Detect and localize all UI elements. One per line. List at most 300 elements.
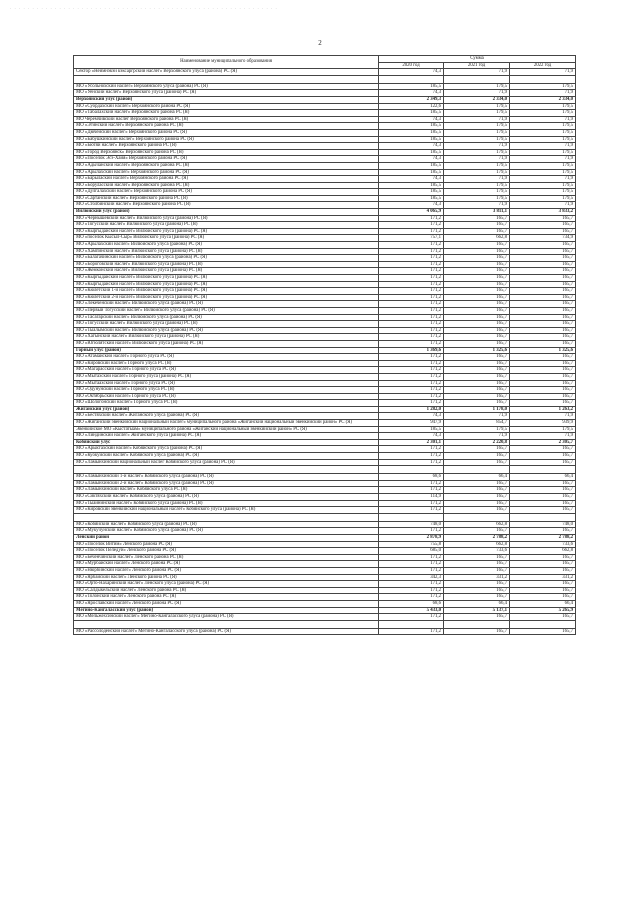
- row-name-cell: МО «Сартанский наслег» Верхоянского района РС (Я): [74, 195, 379, 202]
- table-row: [74, 222, 576, 229]
- row-value-2022: 179,5: [510, 189, 576, 196]
- empty-cell: [510, 620, 576, 628]
- row-value-2021: 71,9: [444, 90, 510, 97]
- row-value-2020: 171,2: [379, 248, 444, 255]
- table-row: [74, 453, 576, 460]
- row-value-2021: 71,9: [444, 433, 510, 440]
- row-value-2021: 165,7: [444, 275, 510, 282]
- row-value-2021: 165,7: [444, 587, 510, 594]
- row-value-2020: 171,2: [379, 294, 444, 301]
- table-row: [74, 103, 576, 110]
- table-row: [74, 574, 576, 581]
- row-value-2020: 185,5: [379, 83, 444, 90]
- row-value-2020: 171,2: [379, 314, 444, 321]
- row-value-2020: 171,2: [379, 307, 444, 314]
- table-row: [74, 202, 576, 209]
- table-row: [74, 69, 576, 76]
- row-name-cell: МО «Кыргыдайский наслег» Вилюйского улуса (района) РС (Я): [74, 275, 379, 282]
- row-value-2022: 179,5: [510, 110, 576, 117]
- row-value-2020: 2 301,1: [379, 439, 444, 446]
- row-value-2022: 2 788,2: [510, 534, 576, 541]
- row-value-2022: 165,7: [510, 500, 576, 507]
- row-value-2022: 66,4: [510, 474, 576, 481]
- row-name-cell: МО «Толонский наслег» Ленского района РС (Я): [74, 594, 379, 601]
- row-value-2020: 74,3: [379, 413, 444, 420]
- row-value-2022: 165,7: [510, 446, 576, 453]
- table-row: [74, 487, 576, 494]
- row-value-2021: 662,8: [444, 541, 510, 548]
- row-value-2022: 165,7: [510, 268, 576, 275]
- table-row: [74, 321, 576, 328]
- row-value-2020: 2 349,3: [379, 96, 444, 103]
- row-value-2022: 165,7: [510, 275, 576, 282]
- row-value-2021: 662,8: [444, 235, 510, 242]
- table-row: [74, 600, 576, 607]
- row-value-2022: 179,5: [510, 103, 576, 110]
- row-value-2022: 165,7: [510, 459, 576, 466]
- row-value-2022: 165,7: [510, 581, 576, 588]
- table-row: [74, 215, 576, 222]
- row-value-2021: 165,7: [444, 581, 510, 588]
- empty-cell: [74, 513, 379, 521]
- row-value-2021: 165,7: [444, 314, 510, 321]
- row-value-2021: 71,9: [444, 413, 510, 420]
- row-value-2021: 165,7: [444, 480, 510, 487]
- row-value-2020: 171,2: [379, 459, 444, 466]
- row-value-2022: 165,7: [510, 494, 576, 501]
- table-row: [74, 373, 576, 380]
- row-value-2021: 165,7: [444, 242, 510, 249]
- row-name-cell: МО «Шологонский наслег» Горного улуса РС (Я): [74, 400, 379, 407]
- row-name-cell: МО «Кыргыдайский наслег» Вилюйского улуса (района) РС (Я): [74, 228, 379, 235]
- header-year-2020: 2020 год: [379, 62, 444, 69]
- table-row: [74, 500, 576, 507]
- row-value-2020: 171,2: [379, 354, 444, 361]
- row-value-2020: 171,2: [379, 228, 444, 235]
- row-name-cell: МО «Кюлетский 1-й наслег» Вилюйского улуса (района) РС (Я): [74, 288, 379, 295]
- row-name-cell: МО «Поселок Пеледуй» Ленского района РС (Я): [74, 548, 379, 555]
- empty-cell: [74, 620, 379, 628]
- table-subtotal-row: [74, 96, 576, 103]
- row-value-2022: 179,5: [510, 149, 576, 156]
- table-subtotal-row: [74, 607, 576, 614]
- table-row: [74, 554, 576, 561]
- row-value-2022: 165,7: [510, 393, 576, 400]
- row-value-2020: 947,9: [379, 420, 444, 427]
- table-row: [74, 354, 576, 361]
- row-value-2022: 733,6: [510, 541, 576, 548]
- row-value-2021: 179,5: [444, 169, 510, 176]
- header-year-2022: 2022 год: [510, 62, 576, 69]
- row-value-2022: 71,9: [510, 156, 576, 163]
- row-name-cell: МО «Кировский наслег» Горного улуса РС (Я): [74, 360, 379, 367]
- row-value-2021: 165,7: [444, 261, 510, 268]
- row-value-2021: 179,5: [444, 149, 510, 156]
- row-value-2022: 165,7: [510, 561, 576, 568]
- table-subtotal-row: [74, 209, 576, 216]
- row-name-cell: МО «Орто-Нахаринский наслег» Ленского улуса (района) РС (Я): [74, 581, 379, 588]
- table-row: [74, 162, 576, 169]
- row-value-2022: 165,7: [510, 228, 576, 235]
- row-name-cell: МО «Ламынхинский 2-й наслег» Кобяйского улуса (района) РС (Я): [74, 480, 379, 487]
- row-name-cell: МО «Беченчинский наслег» Ленского района РС (Я): [74, 554, 379, 561]
- row-value-2021: 1 325,6: [444, 347, 510, 354]
- row-name-cell: МО «Первый Тогусский наслег» Вилюйского улуса (района) РС (Я): [74, 307, 379, 314]
- row-name-cell: МО «Арылахский наслег» Вилюйского улуса (района) РС (Я): [74, 242, 379, 249]
- row-value-2020: 4 065,9: [379, 209, 444, 216]
- row-value-2020: 185,5: [379, 129, 444, 136]
- row-value-2020: 171,2: [379, 321, 444, 328]
- row-value-2022: 179,5: [510, 83, 576, 90]
- row-value-2020: 114,9: [379, 494, 444, 501]
- row-value-2021: 179,5: [444, 110, 510, 117]
- row-value-2021: 66,4: [444, 600, 510, 607]
- table-row: [74, 521, 576, 528]
- row-value-2021: 165,7: [444, 487, 510, 494]
- row-value-2020: 5 433,0: [379, 607, 444, 614]
- table-row: [74, 548, 576, 555]
- row-name-cell: МО «Салдыкельский наслег» Ленского района РС (Я): [74, 587, 379, 594]
- row-value-2021: 165,7: [444, 400, 510, 407]
- table-row: [74, 446, 576, 453]
- row-value-2020: 171,2: [379, 261, 444, 268]
- row-name-cell: МО «Дулгалахский наслег» Верхоянского района РС (Я): [74, 189, 379, 196]
- row-value-2022: 165,7: [510, 321, 576, 328]
- row-value-2020: 185,5: [379, 162, 444, 169]
- row-name-cell: МО «Мельжехсинский наслег» Мегино-Кангаласского улуса (района) РС (Я): [74, 614, 379, 621]
- table-subtotal-row: [74, 534, 576, 541]
- row-value-2021: 165,7: [444, 268, 510, 275]
- row-value-2022: 2 305,7: [510, 439, 576, 446]
- table-spacer-row: [74, 620, 576, 628]
- row-value-2021: 165,7: [444, 334, 510, 341]
- row-value-2020: 185,5: [379, 149, 444, 156]
- row-value-2020: 74,3: [379, 69, 444, 76]
- row-value-2021: 165,7: [444, 373, 510, 380]
- row-value-2022: 165,7: [510, 222, 576, 229]
- row-value-2021: 71,9: [444, 202, 510, 209]
- scan-header-artifact: . . . . . . . . . . . . . . . . . . . . . . . . . . . . . . . . . . . . . . . . . . . . . . . . . . . . . . . . . . . .: [10, 6, 278, 11]
- row-value-2022: 1 325,6: [510, 347, 576, 354]
- row-value-2020: 74,3: [379, 116, 444, 123]
- row-value-2020: 757,1: [379, 235, 444, 242]
- table-spacer-row: [74, 466, 576, 474]
- row-name-cell: МО «Мурбайский наслег» Ленского района РС (Я): [74, 561, 379, 568]
- row-value-2020: 171,2: [379, 360, 444, 367]
- row-value-2022: 939,9: [510, 420, 576, 427]
- table-row: [74, 176, 576, 183]
- header-name: Наименование муниципального образования: [74, 56, 379, 69]
- row-value-2021: 165,7: [444, 301, 510, 308]
- table-row: [74, 110, 576, 117]
- row-name-cell: МО «Одунунский наслег» Горного улуса РС (Я): [74, 387, 379, 394]
- row-value-2021: 165,7: [444, 594, 510, 601]
- row-value-2022: 165,7: [510, 628, 576, 635]
- table-row: [74, 387, 576, 394]
- row-name-cell: Вилюйский улус (район): [74, 209, 379, 216]
- table-row: [74, 581, 576, 588]
- row-name-cell: Ленский район: [74, 534, 379, 541]
- row-name-cell: МО «Бороговский наслег» Вилюйского улуса (района) РС (Я): [74, 261, 379, 268]
- row-name-cell: МО «Октябрьский наслег» Горного улуса РС (Я): [74, 393, 379, 400]
- row-name-cell: МО «Мытаахский наслег» Горного улуса РС (Я): [74, 380, 379, 387]
- row-value-2022: 165,7: [510, 261, 576, 268]
- row-value-2020: 2 878,9: [379, 534, 444, 541]
- table-row: [74, 255, 576, 262]
- row-value-2022: 179,5: [510, 169, 576, 176]
- row-value-2021: 165,7: [444, 614, 510, 621]
- row-value-2021: 1 178,0: [444, 406, 510, 413]
- row-value-2020: 171,2: [379, 215, 444, 222]
- row-value-2020: 171,2: [379, 561, 444, 568]
- table-row: [74, 594, 576, 601]
- row-value-2021: 165,7: [444, 248, 510, 255]
- row-value-2020: 74,3: [379, 202, 444, 209]
- row-value-2020: 755,8: [379, 541, 444, 548]
- row-name-cell: Сектор «Неймнэкэй кэксаргрский наслег» Верхоянского улуса (района) РС (Я): [74, 69, 379, 76]
- row-value-2020: 171,2: [379, 288, 444, 295]
- row-value-2020: 171,2: [379, 222, 444, 229]
- row-value-2021: 165,7: [444, 255, 510, 262]
- row-value-2021: 165,7: [444, 507, 510, 514]
- empty-cell: [510, 513, 576, 521]
- row-value-2021: 179,5: [444, 426, 510, 433]
- table-row: [74, 90, 576, 97]
- row-name-cell: МО «Бестяхский наслег» Жиганского улуса (района) РС (Я): [74, 413, 379, 420]
- row-value-2022: 165,7: [510, 340, 576, 347]
- row-value-2020: 171,2: [379, 373, 444, 380]
- row-name-cell: МО «Бабушкинский наслег» Верхоянского района РС (Я): [74, 136, 379, 143]
- table-row: [74, 116, 576, 123]
- empty-cell: [379, 620, 444, 628]
- row-value-2020: 74,3: [379, 176, 444, 183]
- row-value-2021: 165,7: [444, 387, 510, 394]
- row-value-2020: 171,2: [379, 387, 444, 394]
- page-number: 2: [318, 39, 322, 47]
- table-row: [74, 288, 576, 295]
- row-value-2021: 2 788,2: [444, 534, 510, 541]
- table-row: [74, 628, 576, 635]
- row-value-2021: 179,5: [444, 195, 510, 202]
- table-row: [74, 182, 576, 189]
- table-row: [74, 474, 576, 481]
- row-value-2021: 165,7: [444, 307, 510, 314]
- header-sum: Сумма: [379, 56, 576, 63]
- row-value-2020: 171,2: [379, 268, 444, 275]
- table-row: [74, 393, 576, 400]
- row-value-2022: 179,5: [510, 162, 576, 169]
- row-value-2021: 165,7: [444, 228, 510, 235]
- empty-cell: [379, 513, 444, 521]
- empty-cell: [444, 620, 510, 628]
- row-value-2020: 185,5: [379, 195, 444, 202]
- row-value-2021: 2 334,0: [444, 96, 510, 103]
- table-row: [74, 235, 576, 242]
- row-value-2021: 5 137,1: [444, 607, 510, 614]
- row-value-2022: 165,7: [510, 453, 576, 460]
- table-row: [74, 420, 576, 427]
- empty-cell: [444, 75, 510, 83]
- row-value-2022: 165,7: [510, 507, 576, 514]
- table-row: [74, 195, 576, 202]
- row-name-cell: МО «Мукучунский наслег» Кобяйского улуса (района) РС (Я): [74, 528, 379, 535]
- row-name-cell: МО «Арыктахский наслег» Кобяйского улуса (района) РС (Я): [74, 446, 379, 453]
- row-value-2020: 68,6: [379, 474, 444, 481]
- row-name-cell: МО «Город Верхоянск» Верхоянского района РС (Я): [74, 149, 379, 156]
- table-row: [74, 433, 576, 440]
- row-value-2020: 171,2: [379, 400, 444, 407]
- table-row: [74, 507, 576, 514]
- row-value-2021: 66,4: [444, 474, 510, 481]
- row-name-cell: Мегино-Кангаласский улус (район): [74, 607, 379, 614]
- table-spacer-row: [74, 513, 576, 521]
- row-value-2020: 1 369,6: [379, 347, 444, 354]
- row-value-2021: 179,5: [444, 189, 510, 196]
- row-name-cell: МО «Ламынхинский национальный наслег Кобяйского улуса (района) РС (Я): [74, 459, 379, 466]
- row-value-2020: 185,5: [379, 123, 444, 130]
- row-name-cell: МО «Кировский эвенкийский национальный наслег» Кобяйского улуса (района) РС (Я): [74, 507, 379, 514]
- row-value-2020: 171,2: [379, 393, 444, 400]
- row-value-2020: 171,2: [379, 507, 444, 514]
- row-value-2021: 179,5: [444, 162, 510, 169]
- row-name-cell: МО «Лекеченский наслег» Вилюйского улуса (района) РС (Я): [74, 301, 379, 308]
- row-value-2022: 165,7: [510, 314, 576, 321]
- row-name-cell: МО «Нюрбинский наслег» Ленского района РС (Я): [74, 567, 379, 574]
- table-row: [74, 242, 576, 249]
- row-value-2022: 165,7: [510, 301, 576, 308]
- row-value-2020: 74,3: [379, 433, 444, 440]
- table-row: [74, 614, 576, 621]
- row-name-cell: МО «Жемконский наслег» Вилюйского улуса (района) РС (Я): [74, 268, 379, 275]
- table-row: [74, 143, 576, 150]
- row-name-cell: МО «Кыргыдайский наслег» Вилюйского улуса (района) РС (Я): [74, 281, 379, 288]
- row-value-2020: 171,2: [379, 581, 444, 588]
- table-row: [74, 360, 576, 367]
- table-row: [74, 334, 576, 341]
- table-row: [74, 156, 576, 163]
- row-value-2021: 165,7: [444, 528, 510, 535]
- row-value-2022: 165,7: [510, 373, 576, 380]
- row-name-cell: МО «Жиганский эвенкийский национальный наслег» муниципального района «Жиганский национальный эвенкийский район» РС (Я): [74, 420, 379, 427]
- row-value-2022: 2 334,0: [510, 96, 576, 103]
- row-value-2020: 171,2: [379, 528, 444, 535]
- row-value-2020: 171,2: [379, 340, 444, 347]
- table-row: [74, 541, 576, 548]
- row-value-2022: 165,7: [510, 567, 576, 574]
- table-row: [74, 129, 576, 136]
- row-value-2021: 165,7: [444, 453, 510, 460]
- row-value-2021: 854,7: [444, 420, 510, 427]
- row-name-cell: МО «Усольнохский наслег» Верхоянского улуса (района) РС (Я): [74, 83, 379, 90]
- row-value-2021: 165,7: [444, 494, 510, 501]
- row-value-2020: 171,2: [379, 367, 444, 374]
- row-value-2022: 1 263,2: [510, 406, 576, 413]
- row-name-cell: МО «Поселок Эсэ-Хайя» Верхоянского района РС (Я): [74, 156, 379, 163]
- row-name-cell: Эвенкийское МО «Кыстатыам» муниципального района «Жиганский национальный эвенкийский район» РС (Я): [74, 426, 379, 433]
- row-value-2022: 165,7: [510, 480, 576, 487]
- row-value-2020: 171,2: [379, 281, 444, 288]
- row-value-2022: 331,2: [510, 574, 576, 581]
- row-value-2022: 165,7: [510, 594, 576, 601]
- row-name-cell: МО «Табалахский наслег» Верхоянского района РС (Я): [74, 110, 379, 117]
- row-value-2022: 71,9: [510, 69, 576, 76]
- row-value-2020: 171,2: [379, 242, 444, 249]
- row-value-2021: 662,8: [444, 521, 510, 528]
- row-name-cell: МО «Хагынский наслег» Вилюйского улуса (района) РС (Я): [74, 334, 379, 341]
- table-row: [74, 248, 576, 255]
- table-row: [74, 169, 576, 176]
- row-value-2020: 171,2: [379, 327, 444, 334]
- row-value-2021: 331,2: [444, 574, 510, 581]
- row-value-2021: 165,7: [444, 321, 510, 328]
- row-value-2022: 165,7: [510, 380, 576, 387]
- row-value-2021: 165,7: [444, 327, 510, 334]
- empty-cell: [379, 75, 444, 83]
- row-value-2020: 171,2: [379, 301, 444, 308]
- row-value-2021: 733,6: [444, 548, 510, 555]
- row-value-2021: 179,5: [444, 136, 510, 143]
- row-value-2022: 71,9: [510, 433, 576, 440]
- table-row: [74, 367, 576, 374]
- row-value-2020: 74,3: [379, 143, 444, 150]
- row-value-2021: 165,7: [444, 567, 510, 574]
- table-row: [74, 567, 576, 574]
- empty-cell: [444, 513, 510, 521]
- table-row: [74, 426, 576, 433]
- table-subtotal-row: [74, 406, 576, 413]
- row-name-cell: МО «Ярославский наслег» Ленского района РС (Я): [74, 600, 379, 607]
- row-value-2021: 179,5: [444, 182, 510, 189]
- row-name-cell: МО «Чернышевский наслег» Вилюйского улуса (района) РС (Я): [74, 215, 379, 222]
- empty-cell: [510, 75, 576, 83]
- row-value-2020: 171,2: [379, 628, 444, 635]
- row-name-cell: МО «Поселок Витим» Ленского района РС (Я): [74, 541, 379, 548]
- row-value-2021: 165,7: [444, 380, 510, 387]
- row-value-2022: 165,7: [510, 281, 576, 288]
- table-row: [74, 400, 576, 407]
- row-name-cell: МО «Югюлятский наслег» Вилюйского улуса (района) РС (Я): [74, 340, 379, 347]
- header-year-2021: 2021 год: [444, 62, 510, 69]
- municipal-budget-table: [73, 55, 576, 635]
- row-value-2022: 179,5: [510, 123, 576, 130]
- table-row: [74, 294, 576, 301]
- row-name-cell: МО «Ярбайский наслег» Ленского района РС (Я): [74, 574, 379, 581]
- row-value-2022: 165,7: [510, 242, 576, 249]
- row-name-cell: МО «Тыайнинский наслег» Кобяйского улуса (района) РС (Я): [74, 500, 379, 507]
- row-value-2022: 165,7: [510, 614, 576, 621]
- row-value-2022: 165,7: [510, 367, 576, 374]
- row-value-2022: 165,7: [510, 360, 576, 367]
- table-row: [74, 480, 576, 487]
- row-value-2022: 165,7: [510, 294, 576, 301]
- row-name-cell: МО «Тогусский наслег» Вилюйского улуса (района) РС (Я): [74, 321, 379, 328]
- row-value-2022: 71,9: [510, 413, 576, 420]
- table-row: [74, 561, 576, 568]
- row-name-cell: МО «Дючейский наслег» Верхоянского района РС (Я): [74, 129, 379, 136]
- table-subtotal-row: [74, 439, 576, 446]
- row-value-2021: 165,7: [444, 367, 510, 374]
- table-row: [74, 413, 576, 420]
- empty-cell: [74, 466, 379, 474]
- row-value-2022: 165,7: [510, 215, 576, 222]
- row-value-2021: 165,7: [444, 354, 510, 361]
- table-row: [74, 83, 576, 90]
- row-value-2021: 2 220,8: [444, 439, 510, 446]
- row-name-cell: МО «Эгинский наслег» Верхоянского района РС (Я): [74, 123, 379, 130]
- row-value-2020: 185,5: [379, 136, 444, 143]
- row-value-2021: 165,7: [444, 281, 510, 288]
- row-name-cell: МО «Бютяй наслег» Верхоянского района РС (Я): [74, 143, 379, 150]
